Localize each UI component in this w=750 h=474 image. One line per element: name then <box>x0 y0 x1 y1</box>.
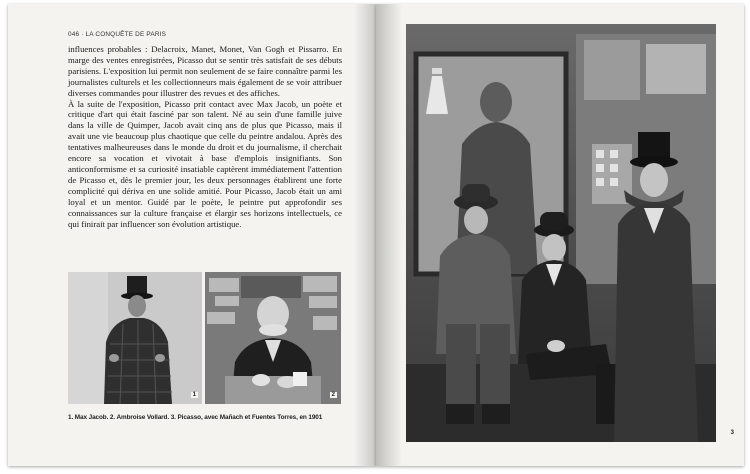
photo-ambroise-vollard <box>205 272 341 404</box>
photo-number-1: 1 <box>192 392 196 398</box>
left-page <box>8 4 376 466</box>
body-text <box>68 44 342 229</box>
left-gutter-shadow <box>354 4 376 466</box>
portrait-max-jacob <box>68 272 202 404</box>
portrait-ambroise-vollard <box>205 272 341 404</box>
group-portrait-illustration <box>406 24 716 442</box>
photo-max-jacob <box>68 272 202 404</box>
photo-number-2: 2 <box>331 392 335 398</box>
right-gutter-shadow <box>376 4 402 466</box>
paragraph-1: influences probables : Delacroix, Manet, Monet, Van Gogh et Pissarro. En marge des ventes enregistrées, Picasso dut se sentir très satisfait de ses débuts parisiens. L'exposition lui permit non seulement de se faire connaître parmi les journalistes culturels et les collectionneurs mais également de se voir attribuer diverses commandes pour illustrer des revues et des affiches. <box>68 44 342 98</box>
paragraph-2: À la suite de l'exposition, Picasso prit contact avec Max Jacob, un poète et critique d'art qui était fasciné par son talent. Né au sein d'une famille juive dans la ville de Quimper, Jacob avait cinq ans de plus que Picasso, mais il avait une vie beaucoup plus chaotique que celle du peintre andalou. Après des tentatives malheureuses dans le monde du droit et du journalisme, il cherchait encore sa vocation et vivotait à base d'emplois insignifiants. Son anticonformisme et sa curiosité insatiable captèrent immédiatement l'attention de Picasso et, dès le premier jour, les deux personnages établirent une forte complicité qui dériva en une solide amitié. Pour Picasso, Jacob était un ami loyal et un mentor. Guidé par le poète, le peintre put approfondir ses connaissances sur la culture française et élargir ses horizons intellectuels, ce qui finirait par influencer son évolution artistique. <box>68 98 342 229</box>
open-book <box>8 4 744 468</box>
right-page <box>376 4 744 466</box>
photo-number-3: 3 <box>730 430 734 436</box>
running-head: 046 · LA CONQUÊTE DE PARIS <box>68 31 167 38</box>
photo-caption: 1. Max Jacob. 2. Ambroise Vollard. 3. Picasso, avec Mañach et Fuentes Torres, en 1901 <box>68 414 323 421</box>
photo-picasso-manach-fuentes <box>406 24 716 442</box>
